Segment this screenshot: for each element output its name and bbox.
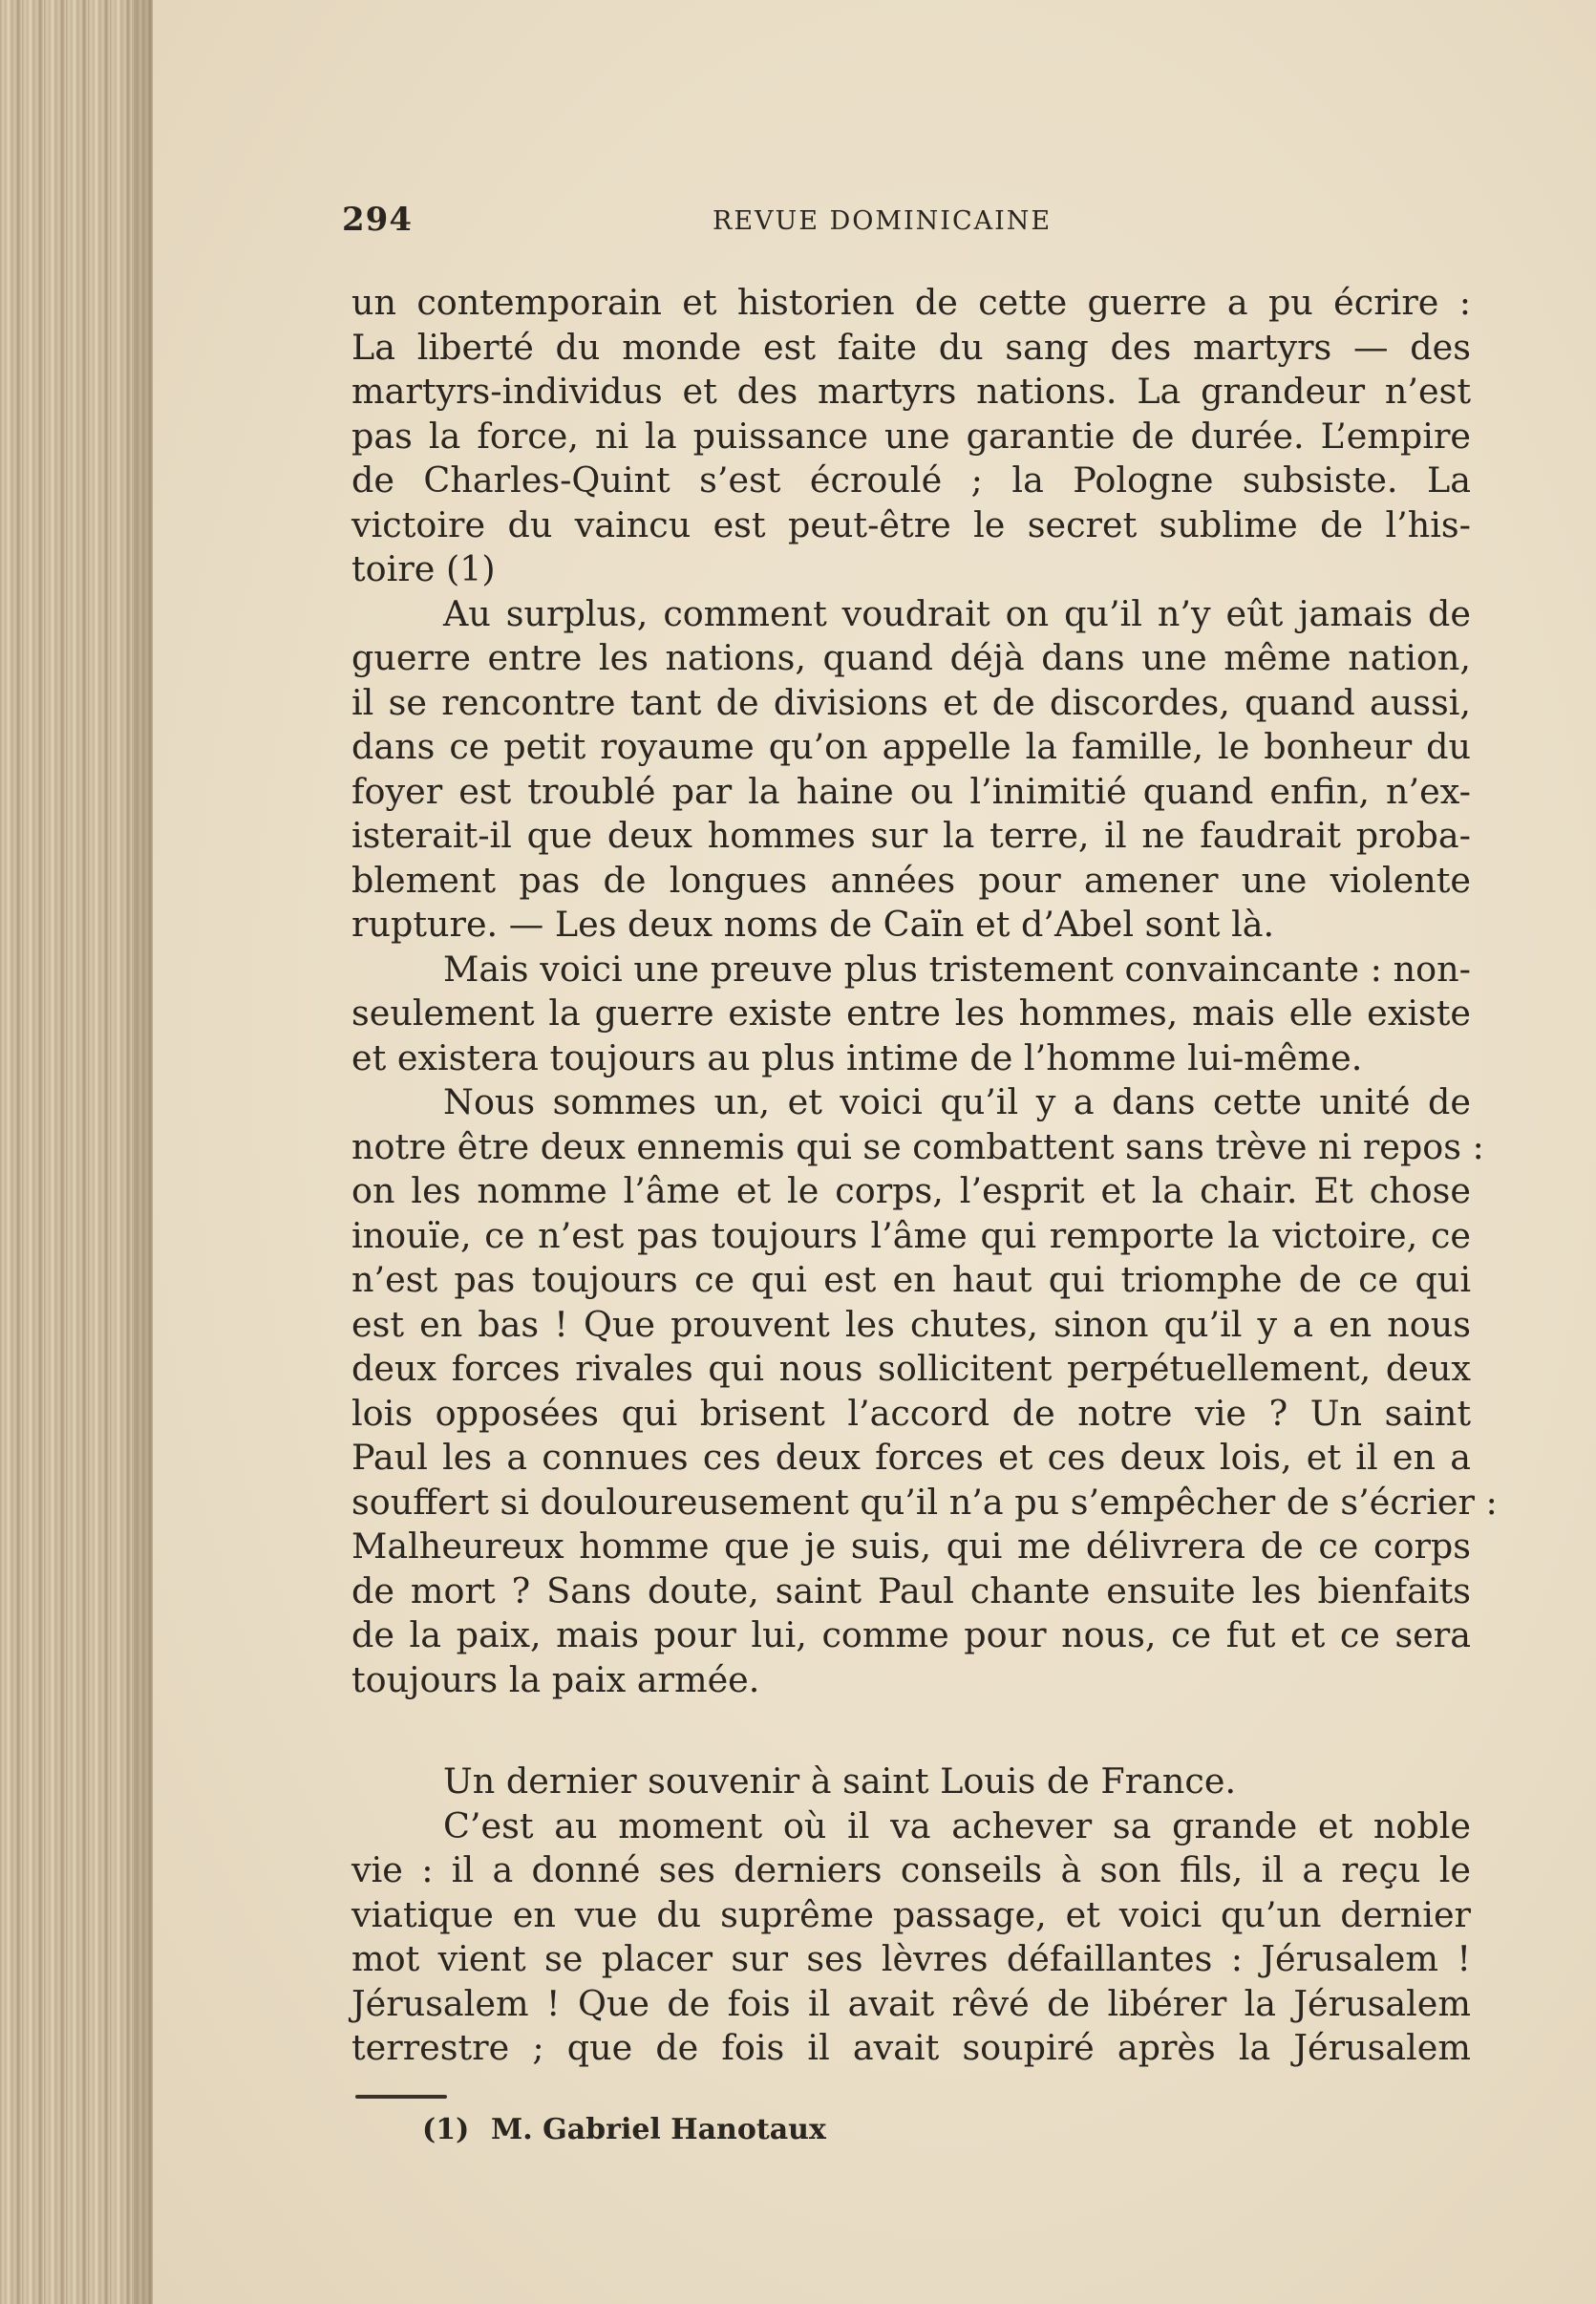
text-line: Mais voici une preuve plus tristement convaincante : non- — [443, 948, 1471, 990]
text-line: rupture. — Les deux noms de Caïn et d’Abel sont là. — [351, 904, 1275, 945]
text-line: martyrs-individus et des martyrs nations. La grandeur n’est — [351, 371, 1471, 412]
text-line: Paul les a connues ces deux forces et ces deux lois, et il en a — [351, 1437, 1471, 1478]
footnote-text: M. Gabriel Hanotaux — [491, 2113, 826, 2146]
text-line: de mort ? Sans doute, saint Paul chante ensuite les bienfaits — [351, 1569, 1471, 1611]
text-line: viatique en vue du suprême passage, et voici qu’un dernier — [351, 1893, 1471, 1935]
text-line: deux forces rivales qui nous sollicitent perpétuellement, deux — [351, 1348, 1471, 1389]
text-line: est en bas ! Que prouvent les chutes, sinon qu’il y a en nous — [351, 1303, 1471, 1345]
text-line: terrestre ; que de fois il avait soupiré après la Jérusalem — [351, 2027, 1471, 2068]
text-line: guerre entre les nations, quand déjà dans une même nation, — [351, 637, 1471, 678]
journal-title: REVUE DOMINICAINE — [713, 206, 1053, 236]
text-line: Un dernier souvenir à saint Louis de France. — [443, 1760, 1237, 1802]
text-line: inouïe, ce n’est pas toujours l’âme qui remporte la victoire, ce — [351, 1214, 1471, 1256]
running-head — [342, 201, 1471, 243]
text-line: mot vient se placer sur ses lèvres défaillantes : Jérusalem ! — [351, 1938, 1471, 1979]
text-line: Au surplus, comment voudrait on qu’il n’y eût jamais de — [443, 592, 1471, 634]
footnote-mark: (1) — [422, 2113, 470, 2146]
footnote — [422, 2113, 826, 2146]
text-line: toire (1) — [351, 548, 496, 589]
text-line: Nous sommes un, et voici qu’il y a dans cette unité de — [443, 1081, 1471, 1122]
text-line: de Charles-Quint s’est écroulé ; la Pologne subsiste. La — [351, 459, 1471, 501]
text-line: souffert si douloureusement qu’il n’a pu s’empêcher de s’écrier : — [351, 1481, 1498, 1523]
text-line: foyer est troublé par la haine ou l’inimitié quand enfin, n’ex- — [351, 770, 1471, 812]
text-line: on les nomme l’âme et le corps, l’esprit et la chair. Et chose — [351, 1170, 1471, 1211]
text-line: isterait-il que deux hommes sur la terre, il ne faudrait proba- — [351, 815, 1471, 856]
page-number: 294 — [342, 201, 413, 239]
text-line: Jérusalem ! Que de fois il avait rêvé de libérer la Jérusalem — [351, 1982, 1471, 2024]
text-line: toujours la paix armée. — [351, 1658, 760, 1700]
text-line: vie : il a donné ses derniers conseils à son fils, il a reçu le — [351, 1849, 1471, 1890]
text-line: de la paix, mais pour lui, comme pour nous, ce fut et ce sera — [351, 1614, 1471, 1655]
section-gap — [351, 1702, 1471, 1760]
text-line: La liberté du monde est faite du sang des martyrs — des — [351, 326, 1471, 368]
text-line: seulement la guerre existe entre les hommes, mais elle existe — [351, 992, 1471, 1034]
page-edge — [0, 0, 153, 2304]
text-line: et existera toujours au plus intime de l’homme lui-même. — [351, 1036, 1363, 1078]
text-line: n’est pas toujours ce qui est en haut qui triomphe de ce qui — [351, 1259, 1471, 1300]
text-line: pas la force, ni la puissance une garantie de durée. L’empire — [351, 415, 1471, 457]
text-line: Malheureux homme que je suis, qui me délivrera de ce corps — [351, 1525, 1471, 1567]
text-line: C’est au moment où il va achever sa grande et noble — [443, 1804, 1471, 1846]
text-line: lois opposées qui brisent l’accord de notre vie ? Un saint — [351, 1392, 1471, 1434]
text-line: victoire du vaincu est peut-être le secret sublime de l’his- — [351, 503, 1471, 545]
text-line: notre être deux ennemis qui se combattent sans trève ni repos : — [351, 1125, 1484, 1167]
text-line: blement pas de longues années pour amener une violente — [351, 859, 1471, 901]
body-text — [351, 281, 1498, 2071]
footnote-rule — [355, 2095, 447, 2099]
text-line: un contemporain et historien de cette guerre a pu écrire : — [351, 282, 1471, 323]
text-line: il se rencontre tant de divisions et de discordes, quand aussi, — [351, 681, 1471, 723]
text-line: dans ce petit royaume qu’on appelle la famille, le bonheur du — [351, 726, 1471, 767]
